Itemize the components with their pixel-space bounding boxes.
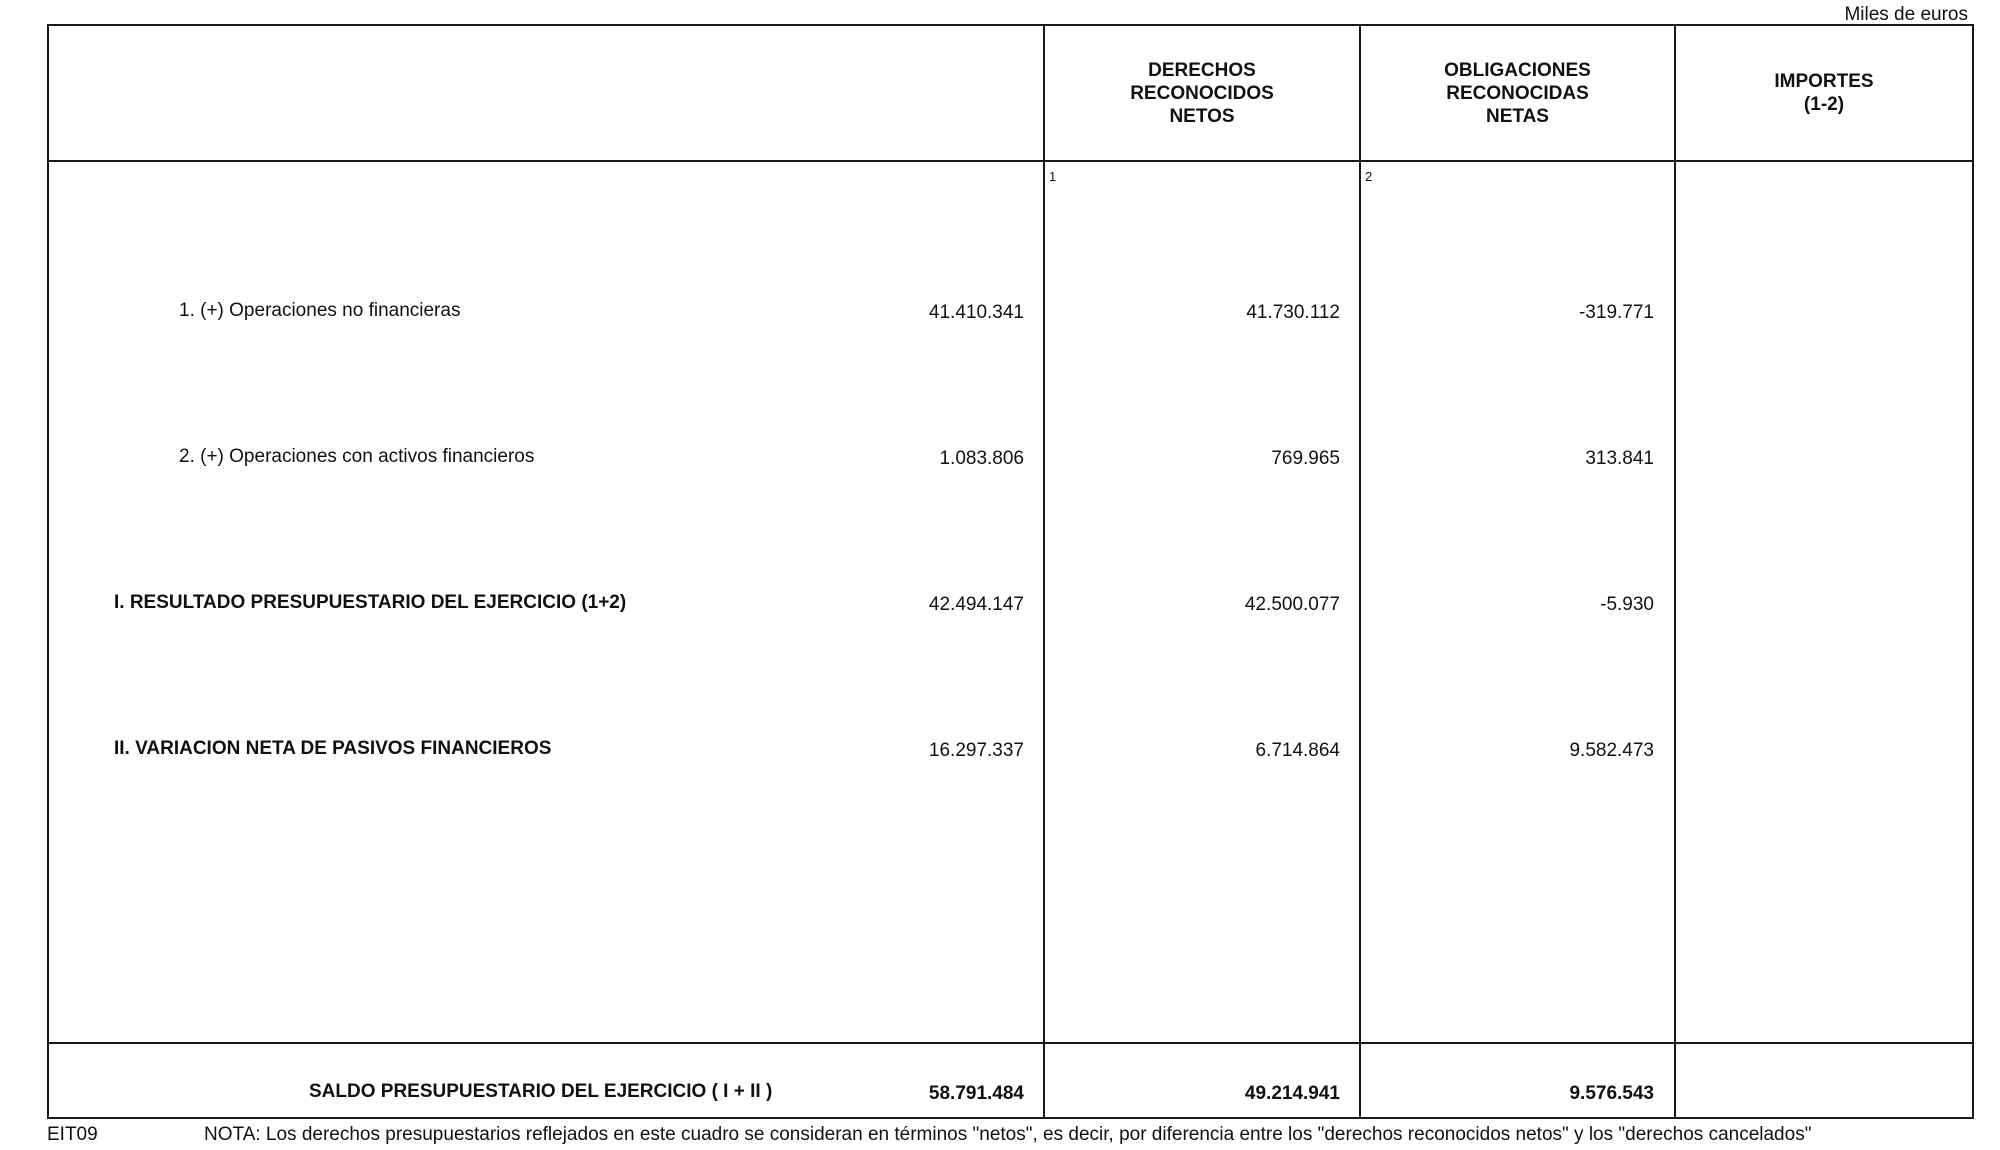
cell-obligaciones-row-1: 41.730.112 [1246, 302, 1340, 323]
column-divider-3 [1674, 26, 1676, 1117]
row-label-operaciones-activos-financieros: 2. (+) Operaciones con activos financieros [179, 446, 535, 467]
cell-derechos-row-1: 41.410.341 [928, 302, 1024, 323]
cell-obligaciones-row-4: 6.714.864 [1255, 740, 1340, 761]
row-label-resultado-presupuestario: I. RESULTADO PRESUPUESTARIO DEL EJERCICIO (1+2) [114, 592, 627, 613]
column-header-importes: IMPORTES (1-2) [1774, 71, 1874, 115]
cell-importes-row-1: -319.771 [1578, 302, 1654, 323]
cell-derechos-row-4: 16.297.337 [928, 740, 1024, 761]
column-divider-1 [1043, 26, 1045, 1117]
cell-importes-row-4: 9.582.473 [1569, 740, 1654, 761]
column-header-obligaciones: OBLIGACIONES RECONOCIDAS NETAS [1444, 59, 1591, 127]
units-label: Miles de euros [1844, 4, 1968, 25]
cell-importes-row-2: 313.841 [1585, 448, 1654, 469]
column-number-2: 2 [1365, 169, 1373, 184]
row-label-operaciones-no-financieras: 1. (+) Operaciones no financieras [179, 300, 461, 321]
total-label: SALDO PRESUPUESTARIO DEL EJERCICIO ( I + II ) [309, 1081, 773, 1102]
total-divider [49, 1042, 1972, 1044]
footer-note: NOTA: Los derechos presupuestarios reflejados en este cuadro se consideran en términos "netos", es decir, por diferencia entre los "derechos reconocidos netos" y los "derechos cancelados" [204, 1124, 1812, 1145]
column-header-derechos: DERECHOS RECONOCIDOS NETOS [1130, 59, 1274, 127]
total-obligaciones: 49.214.941 [1244, 1083, 1340, 1104]
cell-importes-row-3: -5.930 [1600, 594, 1654, 615]
cell-derechos-row-3: 42.494.147 [928, 594, 1024, 615]
cell-obligaciones-row-2: 769.965 [1271, 448, 1340, 469]
column-divider-2 [1359, 26, 1361, 1117]
row-label-variacion-pasivos: II. VARIACION NETA DE PASIVOS FINANCIEROS [114, 738, 552, 759]
footer-code: EIT09 [47, 1124, 98, 1145]
cell-derechos-row-2: 1.083.806 [939, 448, 1024, 469]
cell-obligaciones-row-3: 42.500.077 [1244, 594, 1340, 615]
total-derechos: 58.791.484 [928, 1083, 1024, 1104]
column-number-1: 1 [1049, 169, 1057, 184]
header-divider [49, 160, 1972, 162]
total-importes: 9.576.543 [1569, 1083, 1654, 1104]
budget-result-table [47, 24, 1974, 1119]
